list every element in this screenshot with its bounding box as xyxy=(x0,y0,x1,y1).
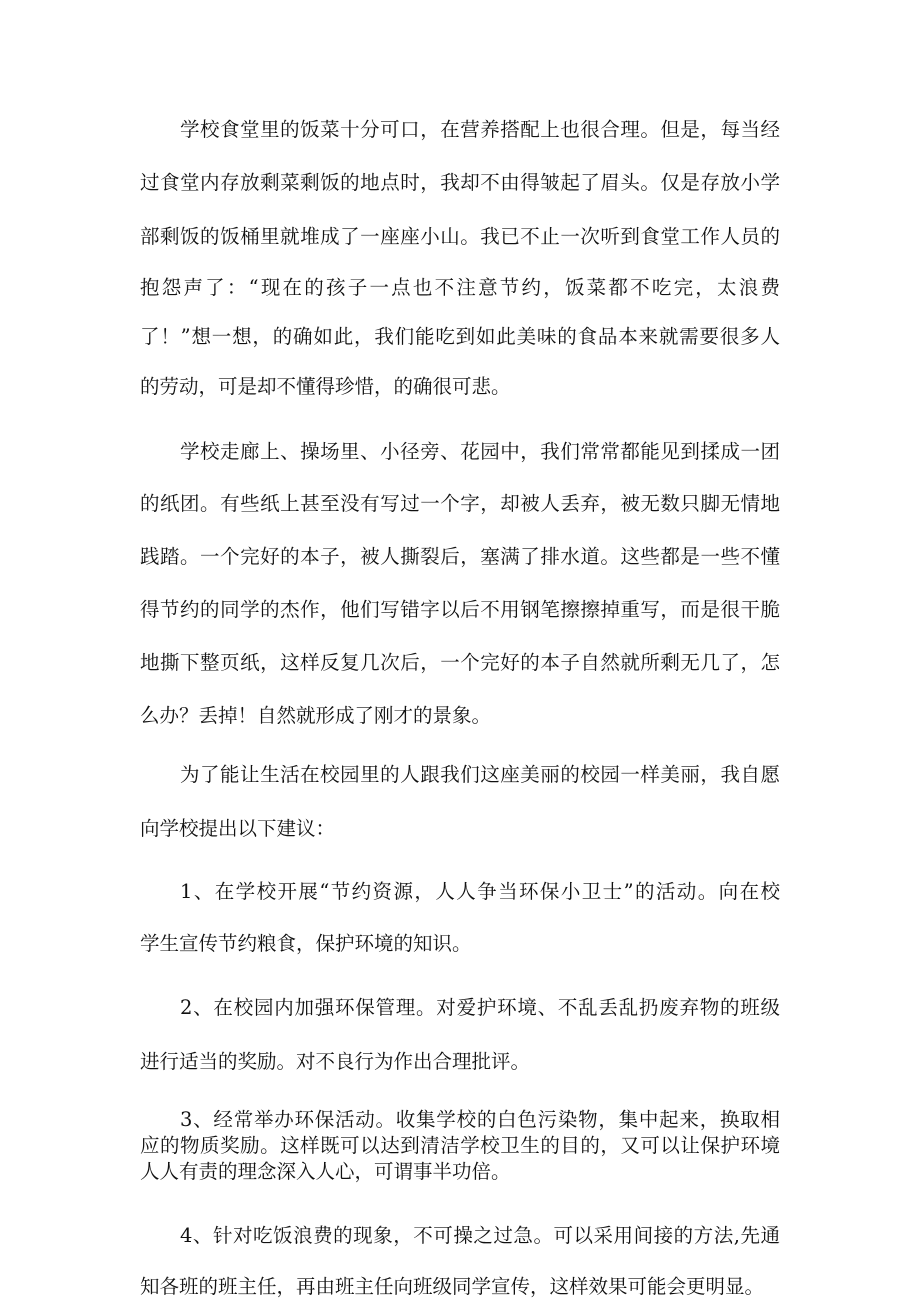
text-line: 过食堂内存放剩菜剩饭的地点时，我却不由得皱起了眉头。仅是存放小学 xyxy=(140,171,780,194)
text-line: 抱怨声了：“现在的孩子一点也不注意节约，饭菜都不吃完，太浪费 xyxy=(140,276,780,299)
text-line: 了！”想一想，的确如此，我们能吃到如此美味的食品本来就需要很多人 xyxy=(140,325,780,348)
text-line: 人人有责的理念深入人心，可谓事半功倍。 xyxy=(140,1160,511,1183)
text-line: 的纸团。有些纸上甚至没有写过一个字，却被人丢弃，被无数只脚无情地 xyxy=(140,492,780,515)
text-line: 学生宣传节约粮食，保护环境的知识。 xyxy=(140,932,472,955)
text-line: 么办？丢掉！自然就形成了刚才的景象。 xyxy=(140,704,492,727)
text-line: 部剩饭的饭桶里就堆成了一座座小山。我已不止一次听到食堂工作人员的 xyxy=(140,225,780,248)
text-line: 学校食堂里的饭菜十分可口，在营养搭配上也很合理。但是，每当经 xyxy=(180,118,780,141)
text-line: 学校走廊上、操场里、小径旁、花园中，我们常常都能见到揉成一团 xyxy=(180,440,780,463)
text-line: 知各班的班主任，再由班主任向班级同学宣传，这样效果可能会更明显。 xyxy=(140,1275,765,1298)
text-line: 地撕下整页纸，这样反复几次后，一个完好的本子自然就所剩无几了，怎 xyxy=(140,651,780,674)
text-line: 1、在学校开展“节约资源，人人争当环保小卫士”的活动。向在校 xyxy=(180,880,780,903)
text-line: 向学校提出以下建议： xyxy=(140,817,336,840)
text-line: 得节约的同学的杰作，他们写错字以后不用钢笔擦擦掉重写，而是很干脆 xyxy=(140,598,780,621)
text-line: 2、在校园内加强环保管理。对爱护环境、不乱丢乱扔废弃物的班级 xyxy=(180,996,780,1019)
text-line: 为了能让生活在校园里的人跟我们这座美丽的校园一样美丽，我自愿 xyxy=(180,763,780,786)
text-line: 的劳动，可是却不懂得珍惜，的确很可悲。 xyxy=(140,375,511,398)
text-line: 进行适当的奖励。对不良行为作出合理批评。 xyxy=(140,1050,531,1073)
text-line: 4、针对吃饭浪费的现象，不可操之过急。可以采用间接的方法,先通 xyxy=(180,1224,780,1247)
text-line: 践踏。一个完好的本子，被人撕裂后，塞满了排水道。这些都是一些不懂 xyxy=(140,545,780,568)
text-line: 应的物质奖励。这样既可以达到清洁学校卫生的目的，又可以让保护环境 xyxy=(140,1134,780,1157)
text-line: 3、经常举办环保活动。收集学校的白色污染物，集中起来，换取相 xyxy=(180,1108,780,1131)
